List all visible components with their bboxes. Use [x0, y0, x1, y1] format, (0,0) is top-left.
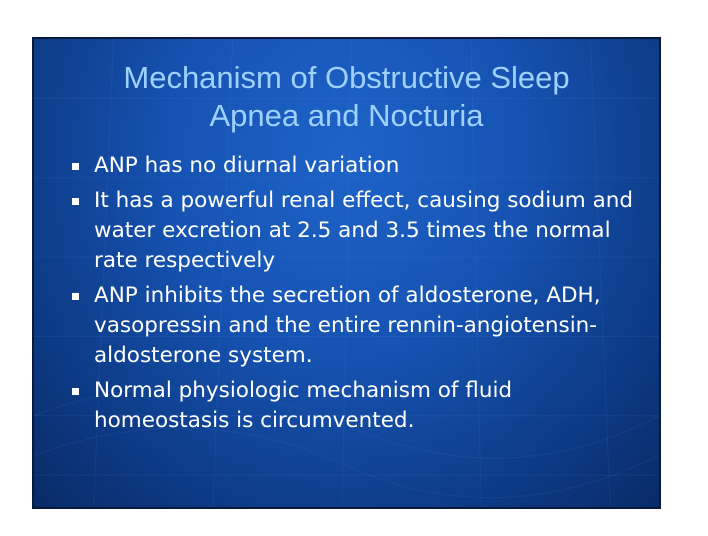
bullet-item: [66, 186, 651, 276]
bullet-item: [66, 281, 651, 371]
slide-title-line-2: Apnea and Nocturia: [209, 98, 484, 133]
slide-title-line-1: Mechanism of Obstructive Sleep: [123, 60, 570, 95]
bullet-item: [66, 151, 651, 181]
bullet-text: ANP has no diurnal variation: [94, 153, 400, 178]
square-bullet-icon: [72, 388, 79, 395]
bullet-item: [66, 376, 651, 436]
bullet-text: It has a powerful renal effect, causing sodium and water excretion at 2.5 and 3.5 times the normal rate respectively: [94, 188, 634, 273]
square-bullet-icon: [72, 198, 79, 205]
bullet-list: [66, 151, 651, 441]
square-bullet-icon: [72, 293, 79, 300]
slide: [32, 37, 661, 509]
square-bullet-icon: [72, 163, 79, 170]
slide-title: [34, 59, 659, 135]
bullet-text: Normal physiologic mechanism of fluid homeostasis is circumvented.: [94, 378, 513, 433]
bullet-text: ANP inhibits the secretion of aldosterone, ADH, vasopressin and the entire rennin-angiotensin-aldosterone system.: [94, 283, 601, 368]
